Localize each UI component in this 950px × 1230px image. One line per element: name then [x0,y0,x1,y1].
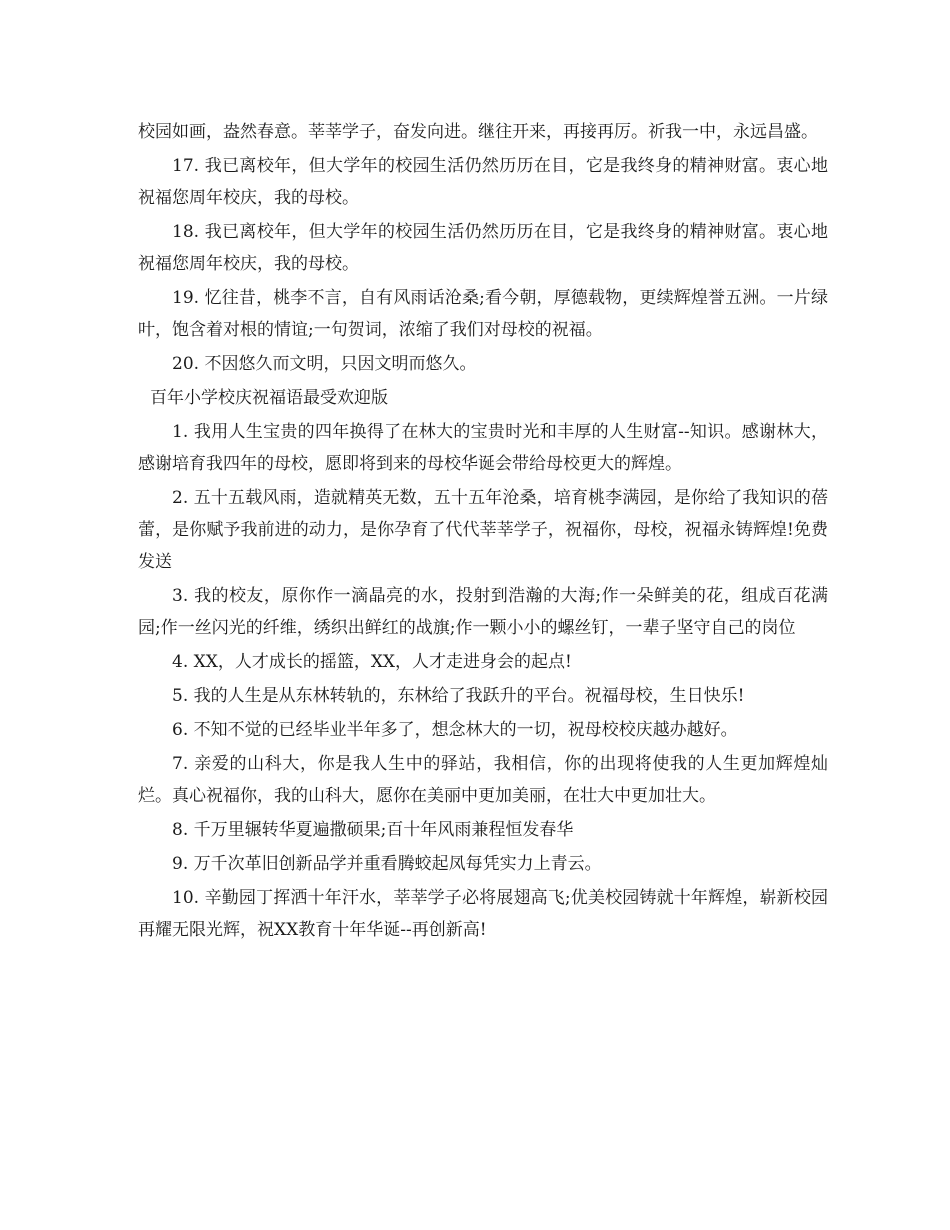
paragraph-6: 6. 不知不觉的已经毕业半年多了，想念林大的一切，祝母校校庆越办越好。 [172,720,738,740]
paragraph-17: 17. 我已离校年，但大学年的校园生活仍然历历在目，它是我终身的精神财富。衷心地祝福您周年校庆，我的母校。 [138,156,828,208]
paragraph-9: 9. 万千次革旧创新品学并重看腾蛟起凤每凭实力上青云。 [172,854,602,874]
paragraph-20: 20. 不因悠久而文明，只因文明而悠久。 [172,354,477,374]
paragraph-19: 19. 忆往昔，桃李不言，自有风雨话沧桑;看今朝，厚德载物，更续辉煌誉五洲。一片绿叶，饱含着对根的情谊;一句贺词，浓缩了我们对母校的祝福。 [138,288,828,340]
paragraph-8: 8. 千万里辗转华夏遍撒硕果;百十年风雨兼程恒发春华 [172,820,574,840]
paragraph-5: 5. 我的人生是从东林转轨的，东林给了我跃升的平台。祝福母校，生日快乐! [172,686,745,706]
paragraph-1: 1. 我用人生宝贵的四年换得了在林大的宝贵时光和丰厚的人生财富--知识。感谢林大，感谢培育我四年的母校，愿即将到来的母校华诞会带给母校更大的辉煌。 [138,422,828,474]
paragraph-2: 2. 五十五载风雨，造就精英无数，五十五年沧桑，培育桃李满园，是你给了我知识的蓓蕾，是你赋予我前进的动力，是你孕育了代代莘莘学子，祝福你，母校，祝福永铸辉煌!免费发送 [138,488,828,572]
paragraph-3: 3. 我的校友，原你作一滴晶亮的水，投射到浩瀚的大海;作一朵鲜美的花，组成百花满园;作一丝闪光的纤维，绣织出鲜红的战旗;作一颗小小的螺丝钉，一辈子坚守自己的岗位 [138,586,828,638]
paragraph-4: 4. XX，人才成长的摇篮，XX，人才走进身会的起点! [172,652,572,672]
paragraph-18: 18. 我已离校年，但大学年的校园生活仍然历历在目，它是我终身的精神财富。衷心地祝福您周年校庆，我的母校。 [138,222,828,274]
document-body [138,116,828,948]
paragraph-continued: 校园如画，盎然春意。莘莘学子，奋发向进。继往开来，再接再厉。祈我一中，永远昌盛。 [138,122,818,142]
paragraph-10: 10. 辛勤园丁挥洒十年汗水，莘莘学子必将展翅高飞;优美校园铸就十年辉煌，崭新校园再耀无限光辉，祝XX教育十年华诞--再创新高! [138,888,828,940]
section-heading: 百年小学校庆祝福语最受欢迎版 [150,388,388,408]
paragraph-7: 7. 亲爱的山科大，你是我人生中的驿站，我相信，你的出现将使我的人生更加辉煌灿烂。真心祝福你，我的山科大，愿你在美丽中更加美丽，在壮大中更加壮大。 [138,754,828,806]
